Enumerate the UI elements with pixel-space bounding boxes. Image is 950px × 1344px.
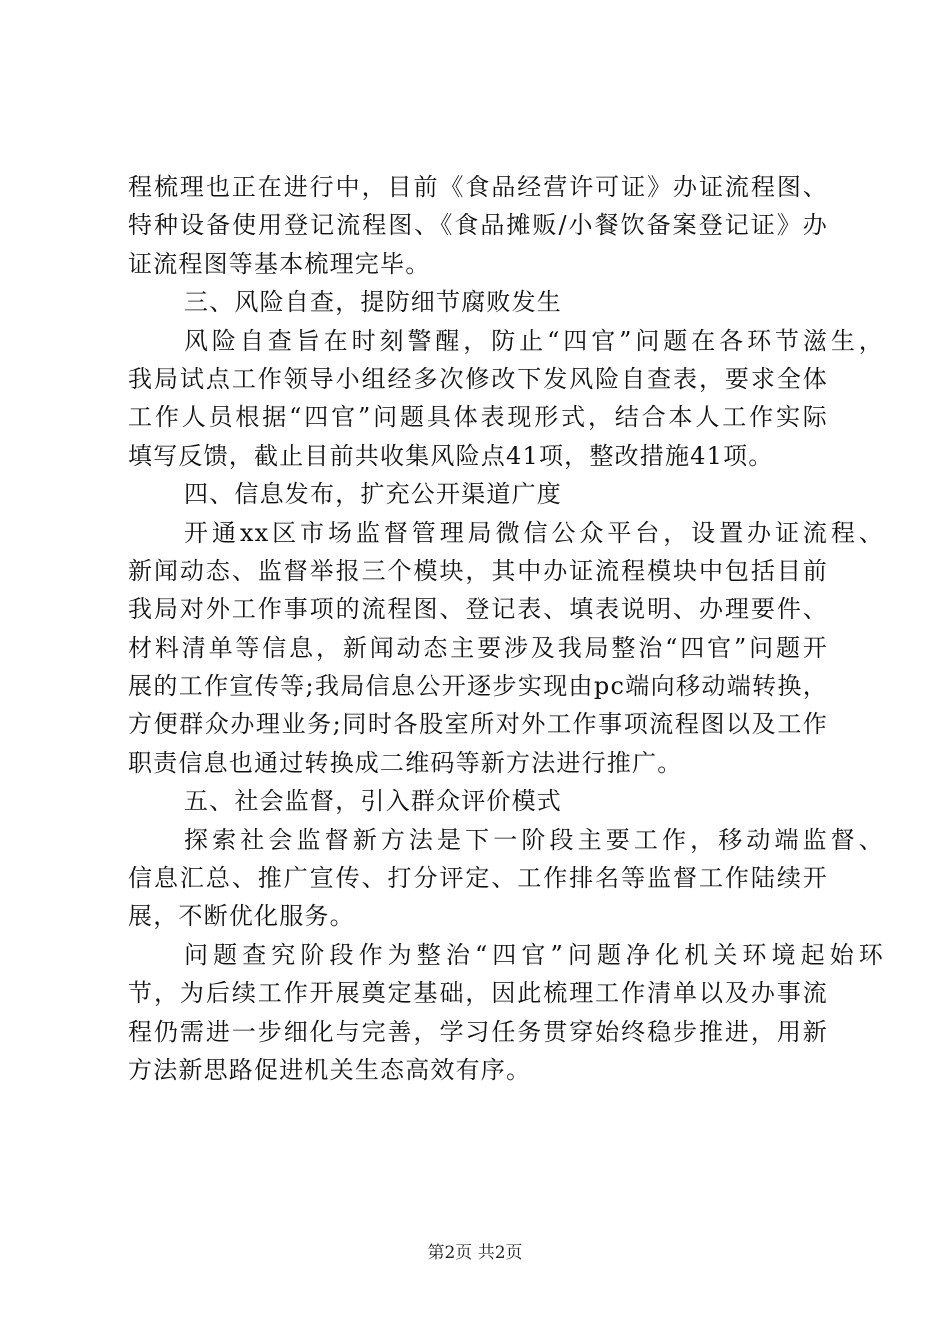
text-line: 程仍需进一步细化与完善，学习任务贯穿始终稳步推进，用新 (128, 1017, 828, 1046)
text-line: 新闻动态、监督举报三个模块，其中办证流程模块中包括目前 (128, 556, 828, 585)
text-line: 五、社会监督，引入群众评价模式 (184, 787, 562, 816)
text-line: 展，不断优化服务。 (128, 902, 355, 931)
text-line: 材料清单等信息，新闻动态主要涉及我局整治“四官”问题开 (128, 633, 828, 662)
text-line: 特种设备使用登记流程图、《食品摊贩/小餐饮备案登记证》办 (128, 211, 828, 240)
text-line: 四、信息发布，扩充公开渠道广度 (184, 480, 562, 509)
text-line: 我局对外工作事项的流程图、登记表、填表说明、办理要件、 (128, 595, 828, 624)
text-line: 节，为后续工作开展奠定基础，因此梳理工作清单以及办事流 (128, 979, 828, 1008)
text-line: 填写反馈，截止目前共收集风险点41项，整改措施41项。 (128, 441, 774, 470)
text-line: 展的工作宣传等;我局信息公开逐步实现由pc端向移动端转换， (128, 672, 828, 701)
text-line: 工作人员根据“四官”问题具体表现形式，结合本人工作实际 (128, 403, 828, 432)
text-line: 方法新思路促进机关生态高效有序。 (128, 1055, 532, 1084)
text-line: 我局试点工作领导小组经多次修改下发风险自查表，要求全体 (128, 364, 828, 393)
text-line: 职责信息也通过转换成二维码等新方法进行推广。 (128, 748, 683, 777)
page-footer: 第2页 共2页 (427, 1243, 523, 1263)
text-line: 信息汇总、推广宣传、打分评定、工作排名等监督工作陆续开 (128, 864, 828, 893)
text-line: 探索社会监督新方法是下一阶段主要工作，移动端监督、 (184, 825, 884, 854)
text-line: 证流程图等基本梳理完毕。 (128, 249, 431, 278)
document-body (128, 168, 884, 1089)
text-line: 程梳理也正在进行中，目前《食品经营许可证》办证流程图、 (128, 173, 828, 201)
text-line: 三、风险自查，提防细节腐败发生 (184, 288, 562, 317)
text-line: 风险自查旨在时刻警醒，防止“四官”问题在各环节滋生， (184, 326, 884, 355)
text-line: 方便群众办理业务;同时各股室所对外工作事项流程图以及工作 (128, 710, 828, 739)
text-line: 开通xx区市场监督管理局微信公众平台，设置办证流程、 (184, 518, 884, 547)
text-line: 问题查究阶段作为整治“四官”问题净化机关环境起始环 (184, 940, 884, 969)
